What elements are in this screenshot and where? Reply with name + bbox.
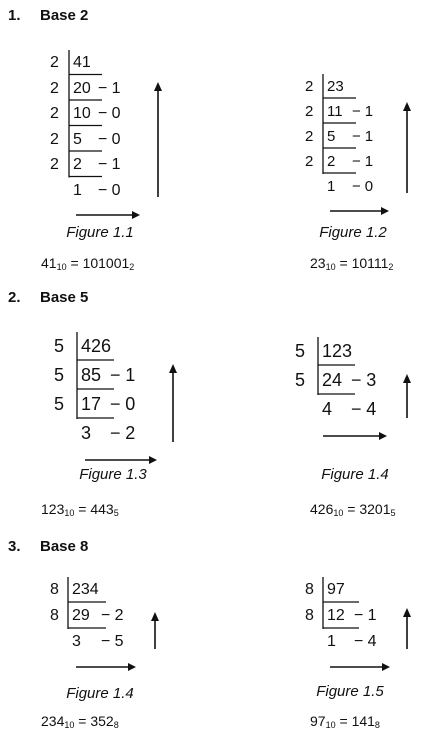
- quotient: 5: [73, 130, 82, 148]
- remainder-dash: −: [101, 607, 111, 624]
- arrow-head-icon: [169, 364, 177, 373]
- quotient: 5: [327, 128, 336, 145]
- remainder: 0: [125, 394, 136, 414]
- section-1-number: 1.: [8, 7, 21, 24]
- remainder: 2: [125, 423, 136, 443]
- remainder-dash: −: [352, 103, 361, 120]
- remainder-dash: −: [351, 399, 362, 419]
- dividend: 123: [322, 341, 353, 361]
- figure-caption: Figure 1.4: [66, 685, 134, 702]
- section-2-number: 2.: [8, 289, 21, 306]
- quotient: 3: [72, 633, 81, 650]
- dividend: 234: [72, 581, 99, 598]
- remainder: 0: [111, 130, 121, 148]
- dividend: 426: [81, 336, 112, 356]
- divisor: 2: [50, 130, 59, 148]
- quotient: 2: [327, 153, 336, 170]
- arrow-head-icon: [403, 608, 411, 617]
- arrow-head-icon: [382, 663, 390, 671]
- dividend: 97: [327, 581, 345, 598]
- remainder-dash: −: [98, 181, 108, 199]
- quotient: 85: [81, 365, 102, 385]
- section-3-number: 3.: [8, 538, 21, 555]
- section-1-title: Base 2: [40, 7, 89, 24]
- quotient: 17: [81, 394, 102, 414]
- remainder-dash: −: [101, 633, 111, 650]
- quotient: 11: [327, 103, 343, 120]
- remainder-dash: −: [354, 633, 364, 650]
- remainder-dash: −: [98, 79, 108, 97]
- quotient: 2: [73, 156, 82, 173]
- remainder-dash: −: [352, 178, 361, 195]
- remainder-dash: −: [110, 365, 121, 385]
- divisor: 8: [50, 607, 59, 624]
- arrow-head-icon: [128, 663, 136, 671]
- arrow-head-icon: [132, 211, 140, 219]
- remainder: 2: [114, 607, 124, 624]
- remainder: 1: [111, 156, 121, 173]
- conversion-result: $97_{10} = 141_8$: [310, 713, 380, 730]
- figure-caption: Figure 1.3: [79, 466, 147, 483]
- arrow-head-icon: [151, 612, 159, 621]
- division-lines: [301, 76, 427, 231]
- remainder-dash: −: [352, 153, 361, 170]
- remainder-dash: −: [98, 105, 108, 122]
- conversion-result: $23_{10} = 10111_2$: [310, 255, 394, 272]
- quotient: 24: [322, 370, 343, 390]
- conversion-result: $426_{10} = 3201_5$: [310, 501, 396, 518]
- divisor: 2: [305, 153, 314, 170]
- division-lines: [46, 52, 178, 235]
- section-2-title: Base 5: [40, 289, 89, 306]
- division-lines: [293, 339, 427, 456]
- conversion-result: $234_{10} = 352_8$: [41, 713, 119, 730]
- divisor: 2: [50, 79, 59, 97]
- remainder: 1: [364, 103, 374, 120]
- arrow-head-icon: [154, 82, 162, 91]
- arrow-head-icon: [149, 456, 157, 464]
- conversion-result: $123_{10} = 443_5$: [41, 501, 119, 518]
- remainder: 3: [366, 370, 377, 390]
- remainder-dash: −: [98, 130, 108, 148]
- divisor: 8: [305, 581, 314, 598]
- remainder: 1: [125, 365, 136, 385]
- remainder: 0: [111, 105, 121, 122]
- quotient: 1: [327, 178, 336, 195]
- divisor: 5: [54, 394, 65, 414]
- divisor: 2: [305, 78, 314, 95]
- remainder: 0: [364, 178, 374, 195]
- divisor: 5: [295, 341, 306, 361]
- arrow-head-icon: [381, 207, 389, 215]
- remainder: 4: [367, 633, 377, 650]
- quotient: 29: [72, 607, 90, 624]
- divisor: 2: [305, 128, 314, 145]
- division-lines: [52, 334, 193, 480]
- quotient: 1: [73, 181, 82, 199]
- remainder: 1: [367, 607, 377, 624]
- section-3-title: Base 8: [40, 538, 89, 555]
- divisor: 8: [50, 581, 59, 598]
- dividend: 23: [327, 78, 344, 95]
- figure-caption: Figure 1.4: [321, 466, 389, 483]
- arrow-head-icon: [403, 102, 411, 111]
- divisor: 5: [295, 370, 306, 390]
- remainder-dash: −: [98, 156, 108, 173]
- remainder-dash: −: [354, 607, 364, 624]
- divisor: 2: [50, 105, 59, 122]
- divisor: 5: [54, 365, 65, 385]
- figure-caption: Figure 1.5: [316, 683, 384, 700]
- quotient: 20: [73, 79, 91, 97]
- conversion-result: $41_{10} = 101001_2$: [41, 255, 135, 272]
- divisor: 8: [305, 607, 314, 624]
- figure-caption: Figure 1.1: [66, 224, 134, 241]
- remainder-dash: −: [351, 370, 362, 390]
- remainder: 5: [114, 633, 124, 650]
- quotient: 4: [322, 399, 333, 419]
- remainder: 1: [364, 128, 374, 145]
- divisor: 2: [50, 54, 59, 71]
- remainder: 4: [366, 399, 377, 419]
- quotient: 12: [327, 607, 345, 624]
- remainder-dash: −: [352, 128, 361, 145]
- remainder: 0: [111, 181, 121, 199]
- remainder: 1: [364, 153, 374, 170]
- quotient: 10: [73, 105, 91, 122]
- dividend: 41: [73, 54, 91, 71]
- division-lines: [301, 579, 427, 687]
- remainder-dash: −: [110, 394, 121, 414]
- arrow-head-icon: [379, 432, 387, 440]
- arrow-head-icon: [403, 374, 411, 383]
- remainder: 1: [111, 79, 121, 97]
- quotient: 1: [327, 633, 336, 650]
- division-lines: [46, 579, 175, 687]
- quotient: 3: [81, 423, 92, 443]
- remainder-dash: −: [110, 423, 121, 443]
- divisor: 2: [305, 103, 314, 120]
- divisor: 5: [54, 336, 65, 356]
- divisor: 2: [50, 156, 59, 173]
- figure-caption: Figure 1.2: [319, 224, 387, 241]
